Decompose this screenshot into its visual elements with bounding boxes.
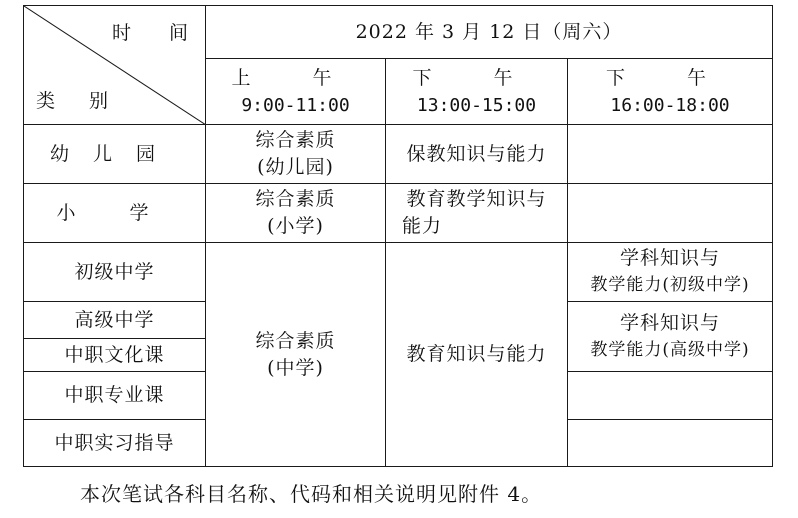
- date-header: 2022 年 3 月 12 日（周六）: [206, 6, 773, 59]
- subject-line: 教育教学知识与: [406, 188, 547, 210]
- subject-line: 教学能力(初级中学): [590, 275, 750, 295]
- session-label: 下 午: [412, 66, 541, 89]
- session-morning: [206, 59, 386, 125]
- subject-line: (幼儿园): [257, 156, 334, 178]
- subject-line: 综合素质: [255, 129, 336, 151]
- session-label: 上 午: [231, 66, 360, 89]
- category-kindergarten: 幼儿园: [24, 125, 206, 184]
- subject-line: 学科知识与: [620, 247, 721, 269]
- corner-header-cell: [24, 6, 206, 125]
- category-vocational-practice: 中职实习指导: [24, 420, 206, 467]
- subject-line: 教学能力(高级中学): [590, 339, 750, 360]
- subject-line: (中学): [267, 356, 324, 379]
- category-primary: 小 学: [24, 184, 206, 243]
- category-junior-high: 初级中学: [24, 243, 206, 302]
- subject-line: 能力: [402, 215, 443, 237]
- subject-line: 综合素质: [255, 188, 336, 210]
- senior-subject-knowledge: [568, 302, 773, 372]
- empty-cell: [568, 125, 773, 184]
- exam-schedule-table: [23, 5, 773, 467]
- subject-line: 综合素质: [255, 329, 336, 352]
- session-time: 13:00-15:00: [416, 94, 537, 116]
- kindergarten-afternoon-subject: 保教知识与能力: [386, 125, 568, 184]
- subject-line: (小学): [267, 215, 324, 237]
- category-vocational-culture: 中职文化课: [24, 339, 206, 372]
- session-time: 9:00-11:00: [241, 94, 350, 116]
- category-vocational-professional: 中职专业课: [24, 372, 206, 420]
- session-afternoon-2: [568, 59, 773, 125]
- primary-morning-subject: [206, 184, 386, 243]
- session-label: 下 午: [605, 66, 735, 89]
- junior-subject-knowledge: [568, 243, 773, 302]
- kindergarten-morning-subject: [206, 125, 386, 184]
- middle-afternoon-subject: 教育知识与能力: [386, 243, 568, 467]
- middle-morning-subject: [206, 243, 386, 467]
- primary-afternoon-subject: [386, 184, 568, 243]
- footnote: 本次笔试各科目名称、代码和相关说明见附件 4。: [80, 482, 543, 506]
- empty-cell: [568, 184, 773, 243]
- subject-line: 学科知识与: [620, 311, 721, 334]
- empty-cell: [568, 372, 773, 420]
- empty-cell: [568, 420, 773, 467]
- session-time: 16:00-18:00: [610, 94, 730, 116]
- category-header-label: 类 别: [36, 90, 123, 112]
- session-afternoon-1: [386, 59, 568, 125]
- time-header-label: 时 间: [112, 22, 205, 44]
- category-senior-high: 高级中学: [24, 302, 206, 339]
